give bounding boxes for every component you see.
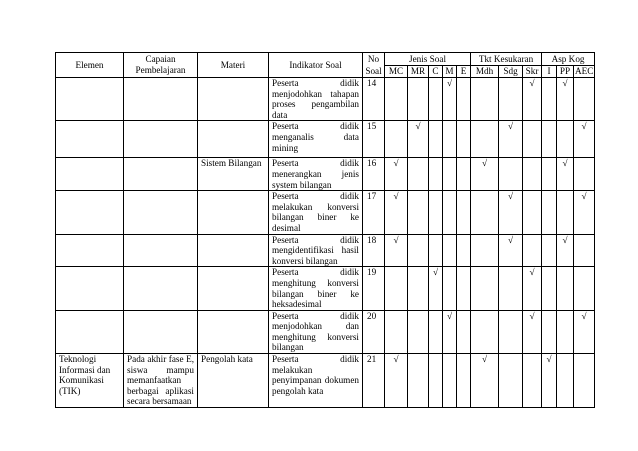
elemen-cell	[56, 78, 124, 121]
skr-cell	[523, 158, 542, 191]
header-asp-kog: Asp Kog	[542, 53, 595, 66]
sdg-cell	[499, 78, 523, 121]
c-cell	[429, 267, 443, 310]
mr-cell	[408, 191, 429, 234]
table-row	[56, 310, 595, 353]
check-mark: √	[581, 191, 587, 202]
header-no-soal: No Soal	[363, 53, 385, 78]
check-mark: √	[481, 158, 488, 169]
mr-cell	[408, 234, 429, 267]
mc-cell	[385, 121, 408, 158]
check-mark: √	[507, 234, 514, 245]
sdg-cell	[499, 121, 523, 158]
check-mark: √	[562, 234, 568, 245]
skr-cell	[523, 121, 542, 158]
check-mark: √	[446, 78, 453, 88]
m-cell	[443, 354, 457, 408]
e-cell	[457, 234, 471, 267]
no-soal-cell: 14	[363, 78, 385, 121]
no-soal-cell: 19	[363, 267, 385, 310]
header-c: C	[429, 66, 443, 78]
e-cell	[457, 354, 471, 408]
elemen-cell: Teknologi Informasi dan Komunikasi (TIK)	[56, 354, 124, 408]
check-mark: √	[446, 310, 453, 321]
table-row	[56, 354, 595, 408]
c-cell	[429, 121, 443, 158]
check-mark: √	[507, 121, 514, 132]
sdg-cell	[499, 354, 523, 408]
mr-cell	[408, 267, 429, 310]
skr-cell	[523, 234, 542, 267]
capaian-cell	[124, 78, 198, 121]
materi-cell	[198, 121, 269, 158]
capaian-cell	[124, 121, 198, 158]
check-mark: √	[432, 267, 439, 278]
aec-cell	[574, 158, 595, 191]
indikator-cell: Peserta didik mengidentifikasi hasil konversi bilangan	[269, 234, 363, 267]
capaian-cell	[124, 267, 198, 310]
check-mark: √	[581, 121, 587, 132]
header-pp: PP	[557, 66, 574, 78]
header-elemen: Elemen	[56, 53, 124, 78]
aec-cell	[574, 121, 595, 158]
indikator-cell: Peserta didik menjodohkan dan menghitung konversi bilangan	[269, 310, 363, 353]
e-cell	[457, 310, 471, 353]
check-mark: √	[481, 354, 488, 365]
materi-cell	[198, 78, 269, 121]
indikator-cell: Peserta didik menganalis data mining	[269, 121, 363, 158]
materi-cell	[198, 234, 269, 267]
table-row	[56, 121, 595, 158]
mdh-cell	[471, 121, 499, 158]
check-mark: √	[562, 158, 568, 169]
aec-cell	[574, 354, 595, 408]
check-mark: √	[562, 78, 568, 88]
sdg-cell	[499, 234, 523, 267]
no-soal-cell: 21	[363, 354, 385, 408]
elemen-cell	[56, 158, 124, 191]
pp-cell	[557, 78, 574, 121]
skr-cell	[523, 267, 542, 310]
pp-cell	[557, 354, 574, 408]
header-mr: MR	[408, 66, 429, 78]
pp-cell	[557, 158, 574, 191]
question-grid-table	[55, 52, 595, 408]
capaian-cell: Pada akhir fase E, siswa mampu memanfaatkan berbagai aplikasi secara bersamaan	[124, 354, 198, 408]
m-cell	[443, 78, 457, 121]
no-soal-cell: 17	[363, 191, 385, 234]
check-mark: √	[529, 78, 535, 88]
indikator-cell: Peserta didik melakukan penyimpanan dokumen pengolah kata	[269, 354, 363, 408]
m-cell	[443, 310, 457, 353]
sdg-cell	[499, 267, 523, 310]
materi-cell	[198, 267, 269, 310]
c-cell	[429, 191, 443, 234]
capaian-cell	[124, 191, 198, 234]
sdg-cell	[499, 310, 523, 353]
e-cell	[457, 158, 471, 191]
i-cell	[542, 267, 557, 310]
header-tkt-kesukaran: Tkt Kesukaran	[471, 53, 542, 66]
no-soal-cell: 16	[363, 158, 385, 191]
header-indikator-soal: Indikator Soal	[269, 53, 363, 78]
check-mark: √	[393, 234, 399, 245]
mc-cell	[385, 354, 408, 408]
indikator-cell: Peserta didik melakukan konversi bilangan biner ke desimal	[269, 191, 363, 234]
i-cell	[542, 354, 557, 408]
elemen-cell	[56, 310, 124, 353]
header-capaian-pembelajaran: Capaian Pembelajaran	[124, 53, 198, 78]
indikator-cell: Peserta didik menjodohkan tahapan proses pengambilan data	[269, 78, 363, 121]
elemen-cell	[56, 191, 124, 234]
mdh-cell	[471, 310, 499, 353]
check-mark: √	[415, 121, 421, 132]
header-materi: Materi	[198, 53, 269, 78]
elemen-cell	[56, 121, 124, 158]
m-cell	[443, 121, 457, 158]
skr-cell	[523, 78, 542, 121]
header-mdh: Mdh	[471, 66, 499, 78]
mr-cell	[408, 310, 429, 353]
skr-cell	[523, 310, 542, 353]
e-cell	[457, 267, 471, 310]
pp-cell	[557, 234, 574, 267]
indikator-cell: Peserta didik menghitung konversi bilangan biner ke heksadesimal	[269, 267, 363, 310]
mr-cell	[408, 121, 429, 158]
pp-cell	[557, 310, 574, 353]
e-cell	[457, 191, 471, 234]
check-mark: √	[546, 354, 552, 365]
table-row	[56, 78, 595, 121]
pp-cell	[557, 267, 574, 310]
capaian-cell	[124, 158, 198, 191]
c-cell	[429, 310, 443, 353]
table-row	[56, 234, 595, 267]
i-cell	[542, 191, 557, 234]
e-cell	[457, 78, 471, 121]
c-cell	[429, 354, 443, 408]
i-cell	[542, 158, 557, 191]
check-mark: √	[393, 158, 399, 169]
aec-cell	[574, 191, 595, 234]
question-grid-document	[55, 52, 595, 408]
aec-cell	[574, 267, 595, 310]
i-cell	[542, 234, 557, 267]
header-jenis-soal: Jenis Soal	[385, 53, 471, 66]
mc-cell	[385, 158, 408, 191]
mr-cell	[408, 158, 429, 191]
check-mark: √	[393, 191, 399, 202]
i-cell	[542, 78, 557, 121]
skr-cell	[523, 354, 542, 408]
table-row	[56, 158, 595, 191]
c-cell	[429, 234, 443, 267]
m-cell	[443, 267, 457, 310]
check-mark: √	[529, 310, 535, 321]
materi-cell: Sistem Bilangan	[198, 158, 269, 191]
sdg-cell	[499, 191, 523, 234]
aec-cell	[574, 310, 595, 353]
pp-cell	[557, 121, 574, 158]
no-soal-cell: 15	[363, 121, 385, 158]
materi-cell: Pengolah kata	[198, 354, 269, 408]
m-cell	[443, 158, 457, 191]
mc-cell	[385, 78, 408, 121]
e-cell	[457, 121, 471, 158]
aec-cell	[574, 78, 595, 121]
materi-cell	[198, 310, 269, 353]
sdg-cell	[499, 158, 523, 191]
mc-cell	[385, 234, 408, 267]
table-row	[56, 267, 595, 310]
mdh-cell	[471, 354, 499, 408]
header-mc: MC	[385, 66, 408, 78]
c-cell	[429, 158, 443, 191]
check-mark: √	[581, 310, 587, 321]
m-cell	[443, 234, 457, 267]
check-mark: √	[393, 354, 399, 365]
check-mark: √	[507, 191, 514, 202]
mr-cell	[408, 78, 429, 121]
header-m: M	[443, 66, 457, 78]
capaian-cell	[124, 234, 198, 267]
mdh-cell	[471, 267, 499, 310]
mdh-cell	[471, 191, 499, 234]
i-cell	[542, 310, 557, 353]
mc-cell	[385, 267, 408, 310]
header-i: I	[542, 66, 557, 78]
mc-cell	[385, 310, 408, 353]
capaian-cell	[124, 310, 198, 353]
indikator-cell: Peserta didik menerangkan jenis system bilangan	[269, 158, 363, 191]
no-soal-cell: 20	[363, 310, 385, 353]
elemen-cell	[56, 234, 124, 267]
pp-cell	[557, 191, 574, 234]
aec-cell	[574, 234, 595, 267]
materi-cell	[198, 191, 269, 234]
header-aec: AEC	[575, 66, 594, 76]
m-cell	[443, 191, 457, 234]
table-row	[56, 191, 595, 234]
no-soal-cell: 18	[363, 234, 385, 267]
mdh-cell	[471, 78, 499, 121]
i-cell	[542, 121, 557, 158]
header-sdg: Sdg	[499, 66, 523, 78]
header-skr: Skr	[523, 66, 542, 78]
mdh-cell	[471, 158, 499, 191]
c-cell	[429, 78, 443, 121]
check-mark: √	[529, 267, 535, 278]
mdh-cell	[471, 234, 499, 267]
elemen-cell	[56, 267, 124, 310]
mr-cell	[408, 354, 429, 408]
mc-cell	[385, 191, 408, 234]
header-e: E	[457, 66, 471, 78]
skr-cell	[523, 191, 542, 234]
